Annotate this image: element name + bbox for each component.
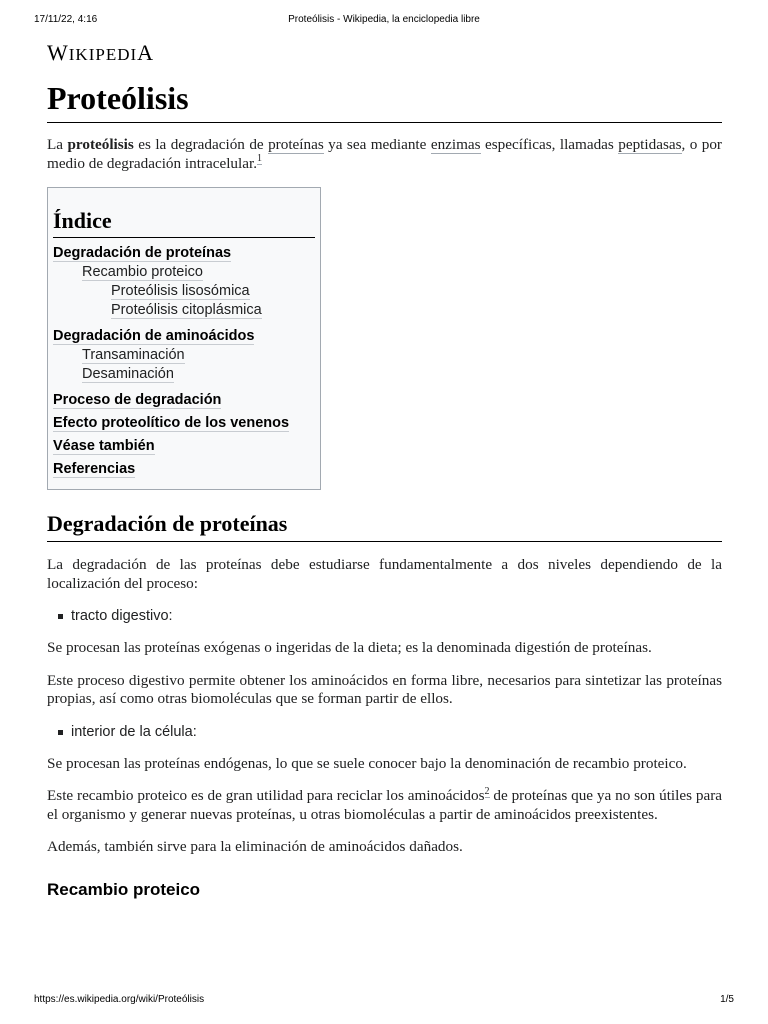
- table-of-contents: [47, 187, 321, 490]
- lead-paragraph: [47, 136, 722, 173]
- toc-item-label[interactable]: Proteólisis citoplásmica: [111, 302, 262, 318]
- wikipedia-logo[interactable]: [47, 40, 722, 66]
- toc-item[interactable]: [53, 414, 315, 433]
- bullet-list: [47, 607, 722, 625]
- toc-item-label[interactable]: Véase también: [53, 438, 155, 454]
- print-page-title: Proteólisis - Wikipedia, la enciclopedia libre: [288, 14, 480, 25]
- link-enzimas[interactable]: enzimas: [430, 136, 481, 153]
- paragraph: Además, también sirve para la eliminación de aminoácidos dañados.: [47, 838, 463, 855]
- toc-item[interactable]: [111, 301, 315, 320]
- lead-text: , o por medio de degradación intracelular.: [47, 136, 722, 172]
- print-footer: [34, 994, 734, 1008]
- print-url: https://es.wikipedia.org/wiki/Proteólisis: [34, 994, 205, 1005]
- toc-item-label[interactable]: Transaminación: [82, 347, 185, 363]
- paragraph: La degradación de las proteínas debe estudiarse fundamentalmente a dos niveles dependiendo de la localización del proceso:: [47, 556, 722, 592]
- toc-item-label[interactable]: Desaminación: [82, 366, 174, 382]
- reference-1[interactable]: 1: [257, 153, 262, 165]
- paragraph: [47, 787, 722, 824]
- lead-text: La: [47, 136, 68, 153]
- print-header: [34, 14, 734, 28]
- logo-initial: W: [47, 40, 69, 65]
- paragraph-text: Este recambio proteico es de gran utilidad para reciclar los aminoácidos: [47, 787, 485, 804]
- toc-item-label[interactable]: Referencias: [53, 461, 136, 477]
- print-page-number: 1/5: [720, 994, 734, 1005]
- logo-final: A: [137, 40, 155, 65]
- lead-text: específicas, llamadas: [480, 136, 619, 153]
- link-proteinas[interactable]: proteínas: [268, 136, 324, 153]
- paragraph: Se procesan las proteínas endógenas, lo que se suele conocer bajo la denominación de recambio proteico.: [47, 754, 687, 772]
- toc-item-label[interactable]: Recambio proteico: [82, 264, 203, 280]
- toc-item[interactable]: [53, 391, 315, 410]
- toc-item[interactable]: [82, 346, 315, 365]
- toc-item[interactable]: [53, 327, 315, 346]
- logo-smallcaps: IKIPEDI: [68, 45, 138, 64]
- paragraph: Se procesan las proteínas exógenas o ingeridas de la dieta; es la denominada digestión de proteínas.: [47, 639, 652, 656]
- toc-item[interactable]: [82, 263, 315, 282]
- toc-item[interactable]: [111, 282, 315, 301]
- toc-item[interactable]: [53, 460, 315, 479]
- toc-item[interactable]: [53, 437, 315, 456]
- paragraph-text: de proteínas que ya no son útiles para el organismo y generar nuevas proteínas, u otras biomoléculas a partir de aminoácidos preexistentes.: [47, 787, 723, 823]
- list-item: interior de la célula:: [57, 723, 722, 741]
- toc-item-label[interactable]: Proceso de degradación: [53, 392, 222, 408]
- toc-item[interactable]: [53, 244, 315, 263]
- toc-list: [53, 244, 315, 479]
- toc-item-label[interactable]: Proteólisis lisosómica: [111, 283, 250, 299]
- article-content: [47, 40, 722, 901]
- reference-2[interactable]: 2: [484, 785, 490, 797]
- print-datetime: 17/11/22, 4:16: [34, 14, 98, 25]
- subsection-heading: Recambio proteico: [47, 879, 201, 899]
- toc-item-label[interactable]: Degradación de proteínas: [53, 245, 232, 261]
- paragraph: Este proceso digestivo permite obtener los aminoácidos en forma libre, necesarios para sintetizar las proteínas propias, así como otras biomoléculas que se forman partir de ellos.: [47, 671, 722, 707]
- toc-item[interactable]: [82, 365, 315, 384]
- toc-item-label[interactable]: Degradación de aminoácidos: [53, 328, 255, 344]
- toc-title: Índice: [53, 206, 315, 238]
- list-item: tracto digestivo:: [57, 607, 722, 625]
- page-title: Proteólisis: [47, 78, 722, 123]
- lead-text: es la degradación de: [133, 136, 269, 153]
- toc-item-label[interactable]: Efecto proteolítico de los venenos: [53, 415, 290, 431]
- bullet-list: [47, 723, 722, 741]
- link-peptidasas[interactable]: peptidasas: [618, 136, 682, 153]
- lead-text: ya sea mediante: [323, 136, 431, 153]
- section-heading: Degradación de proteínas: [47, 510, 722, 542]
- lead-bold-term: proteólisis: [67, 136, 134, 153]
